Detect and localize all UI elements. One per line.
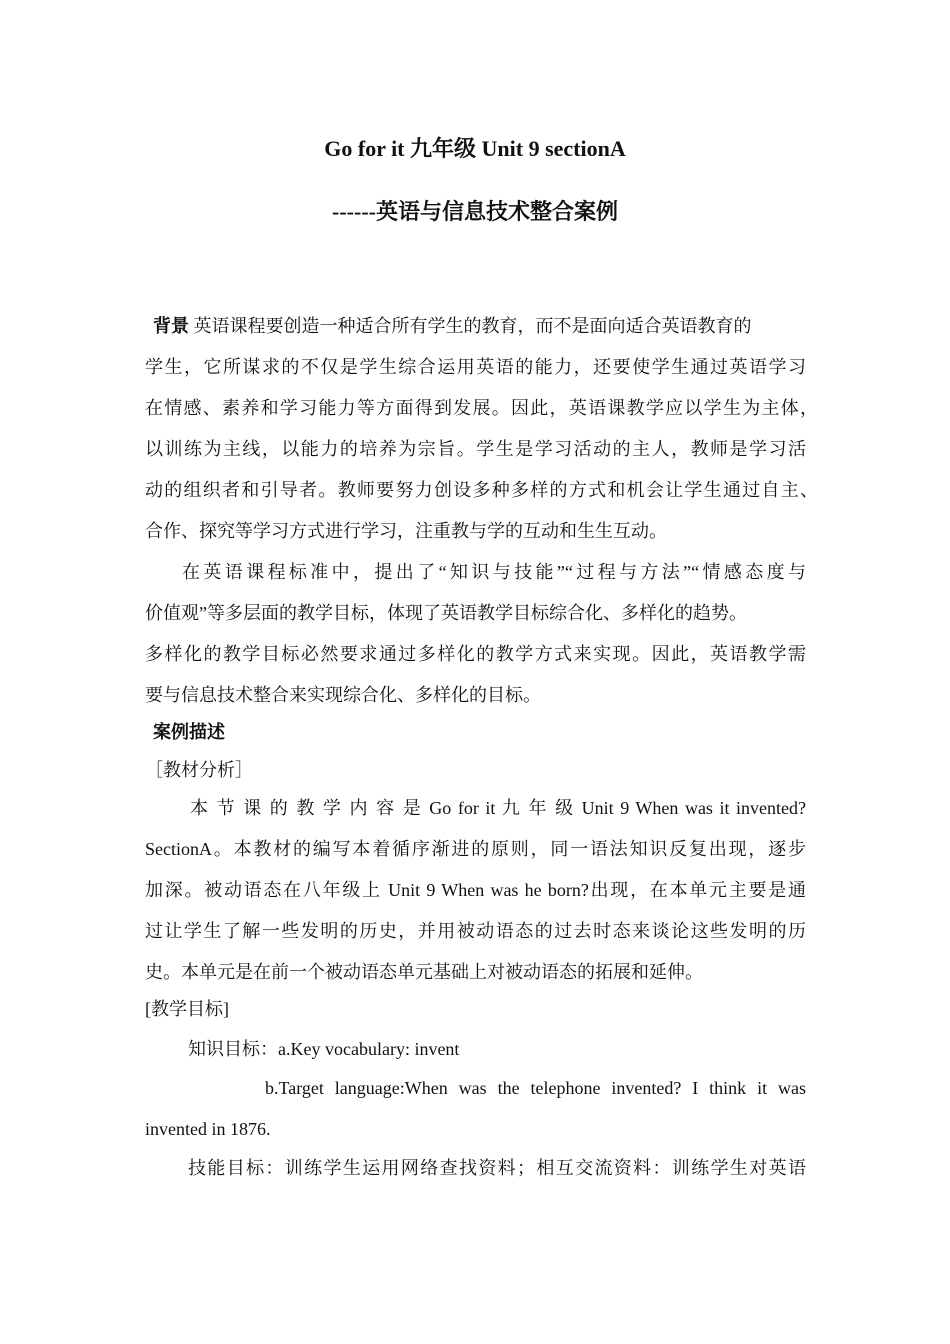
background-paragraph-first-line: [153, 314, 752, 338]
document-subtitle: ------英语与信息技术整合案例: [332, 199, 618, 224]
background-heading: 背景: [153, 316, 189, 336]
skill-goal: 技能目标：训练学生运用网络查找资料；相互交流资料：训练学生对英语: [188, 1158, 806, 1178]
background-line: 动的组织者和引导者。教师要努力创设多种多样的方式和机会让学生通过自主、: [145, 480, 818, 500]
background-line: 合作、探究等学习方式进行学习，注重教与学的互动和生生互动。: [145, 521, 667, 541]
analysis-line: 本 节 课 的 教 学 内 容 是 Go for it 九 年 级 Unit 9 When was it invented?: [190, 798, 806, 818]
background-line: 学生，它所谋求的不仅是学生综合运用英语的能力，还要使学生通过英语学习: [145, 357, 806, 377]
analysis-line: SectionA。本教材的编写本着循序渐进的原则，同一语法知识反复出现，逐步: [145, 839, 806, 859]
background-para2-line: 在英语课程标准中，提出了“知识与技能”“过程与方法”“情感态度与: [182, 562, 806, 582]
analysis-label: ［教材分析］: [145, 760, 253, 780]
analysis-line: 史。本单元是在前一个被动语态单元基础上对被动语态的拓展和延伸。: [145, 962, 703, 982]
background-line: 英语课程要创造一种适合所有学生的教育，而不是面向适合英语教育的: [193, 316, 752, 336]
goals-label: [教学目标]: [145, 999, 229, 1019]
analysis-line: 过让学生了解一些发明的历史，并用被动语态的过去时态来谈论这些发明的历: [145, 921, 806, 941]
background-para2-line: 要与信息技术整合来实现综合化、多样化的目标。: [145, 685, 541, 705]
case-heading: 案例描述: [153, 722, 225, 742]
target-language: b.Target language:When was the telephone invented? I think it was: [265, 1078, 806, 1098]
background-line: 在情感、素养和学习能力等方面得到发展。因此，英语课教学应以学生为主体，: [145, 398, 818, 418]
document-title: Go for it 九年级 Unit 9 sectionA: [324, 136, 626, 161]
background-line: 以训练为主线，以能力的培养为宗旨。学生是学习活动的主人，教师是学习活: [145, 439, 806, 459]
knowledge-goal: 知识目标：a.Key vocabulary: invent: [188, 1039, 460, 1059]
target-language-continued: invented in 1876.: [145, 1119, 271, 1139]
background-para2-line: 多样化的教学目标必然要求通过多样化的教学方式来实现。因此，英语教学需: [145, 644, 806, 664]
analysis-line: 加深。被动语态在八年级上 Unit 9 When was he born?出现，在本单元主要是通: [145, 880, 806, 900]
background-para2-line: 价值观”等多层面的教学目标，体现了英语教学目标综合化、多样化的趋势。: [145, 603, 747, 623]
